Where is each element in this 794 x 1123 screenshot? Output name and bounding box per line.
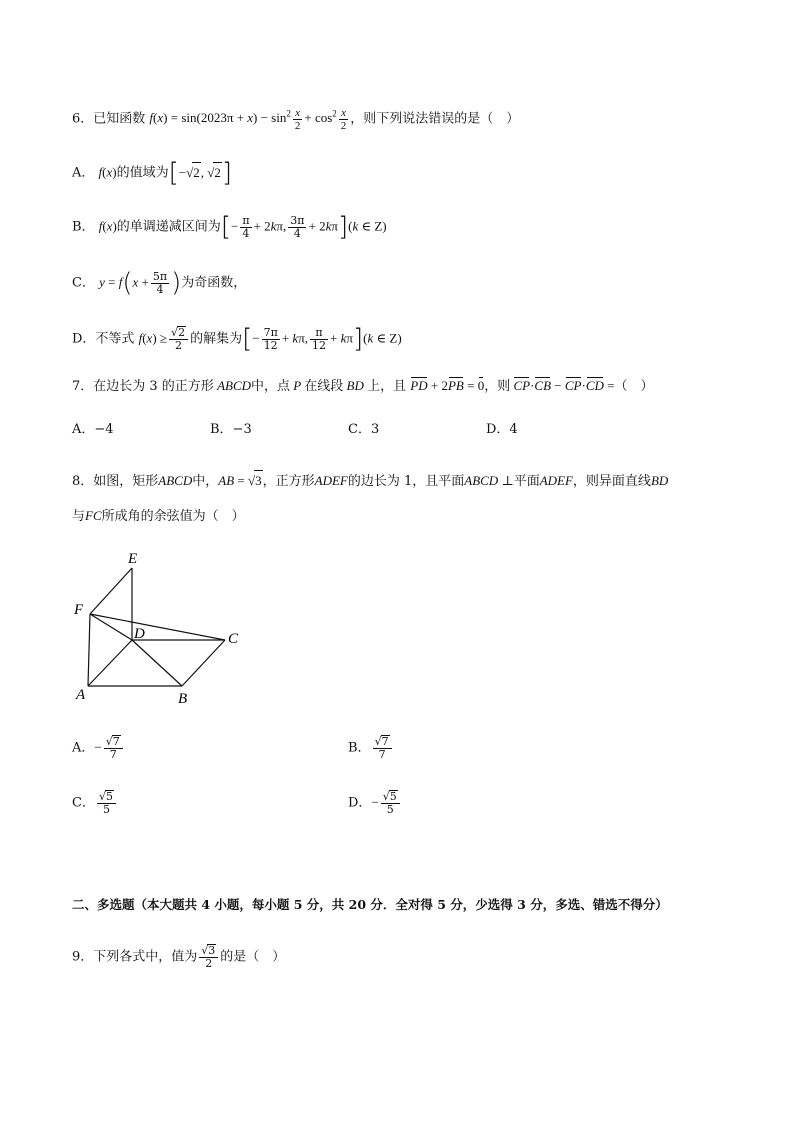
q8-figure (70, 548, 250, 708)
q6-formula: $f(x) = \sin(2023\pi + x) - \sin^2$ $\frac{x}{2}$ + $\cos^2$ $\frac{x}{2}$ (149, 106, 347, 132)
label-B: B (178, 691, 188, 707)
edge-AF (88, 614, 90, 686)
q6-option-d: D．不等式 f(x) ≥ $\frac{√2}{2}$ 的解集为[− $\frac{7\pi}{12}$ + kπ, $\frac{\pi}{12}$ + kπ](k ∈ Z) (72, 324, 402, 354)
q8-option-a: A．− $\frac{√7}{7}$ (72, 735, 125, 761)
q6-option-a: A． f(x)的值域为[−√2, √2] (72, 158, 233, 188)
q6-option-c: C． y = f(x + $\frac{5\pi}{4}$ )为奇函数， (72, 268, 247, 298)
q8-option-b: B． $\frac{√7}{7}$ (348, 735, 394, 761)
q7-stem: 7．在边长为 3 的正方形 ABCD中，点 P 在线段 BD 上，且 PD + 2PB = 0，则 CP·CB − CP·CD =（ ） (72, 378, 654, 394)
q8-stem-line1: 8．如图，矩形ABCD中，AB = √3，正方形ADEF的边长为 1，且平面ABCD ⊥平面ADEF，则异面直线BD (72, 470, 668, 492)
edge-FE (90, 568, 132, 614)
q8-stem-line2: 与FC所成角的余弦值为（ ） (72, 508, 245, 524)
label-C: C (228, 631, 239, 647)
label-D: D (134, 626, 145, 642)
label-E: E (128, 551, 138, 567)
q7-option-b: B．−3 (210, 422, 252, 437)
q7-option-c: C．3 (348, 422, 380, 437)
label-F: F (74, 602, 84, 618)
q6-stem: 6．已知函数 $f(x) = \sin(2023\pi + x) - \sin^2$ $\frac{x}{2}$ + $\cos^2$ $\frac{x}{2}$ ，则下列说法错误的是（ ） (72, 106, 520, 132)
edge-BC (182, 640, 225, 686)
label-A: A (76, 687, 86, 703)
q8-option-c: C． $\frac{√5}{5}$ (72, 790, 118, 816)
q7-option-a: A．−4 (72, 422, 114, 437)
section-heading: 二、多选题（本大题共 4 小题，每小题 5 分，共 20 分．全对得 5 分，少选得 3 分，多选、错选不得分） (72, 897, 668, 912)
edge-AD (88, 640, 132, 686)
q6-option-b: B． f(x)的单调递减区间为[− $\frac{\pi}{4}$ + 2kπ, $\frac{3\pi}{4}$ + 2kπ](k ∈ Z) (72, 212, 387, 242)
q9-stem: 9．下列各式中，值为 $\frac{√3}{2}$ 的是（ ） (72, 944, 286, 970)
q8-option-d: D．− $\frac{√5}{5}$ (348, 790, 402, 816)
edge-DB (132, 640, 182, 686)
q7-option-d: D．4 (486, 422, 518, 437)
